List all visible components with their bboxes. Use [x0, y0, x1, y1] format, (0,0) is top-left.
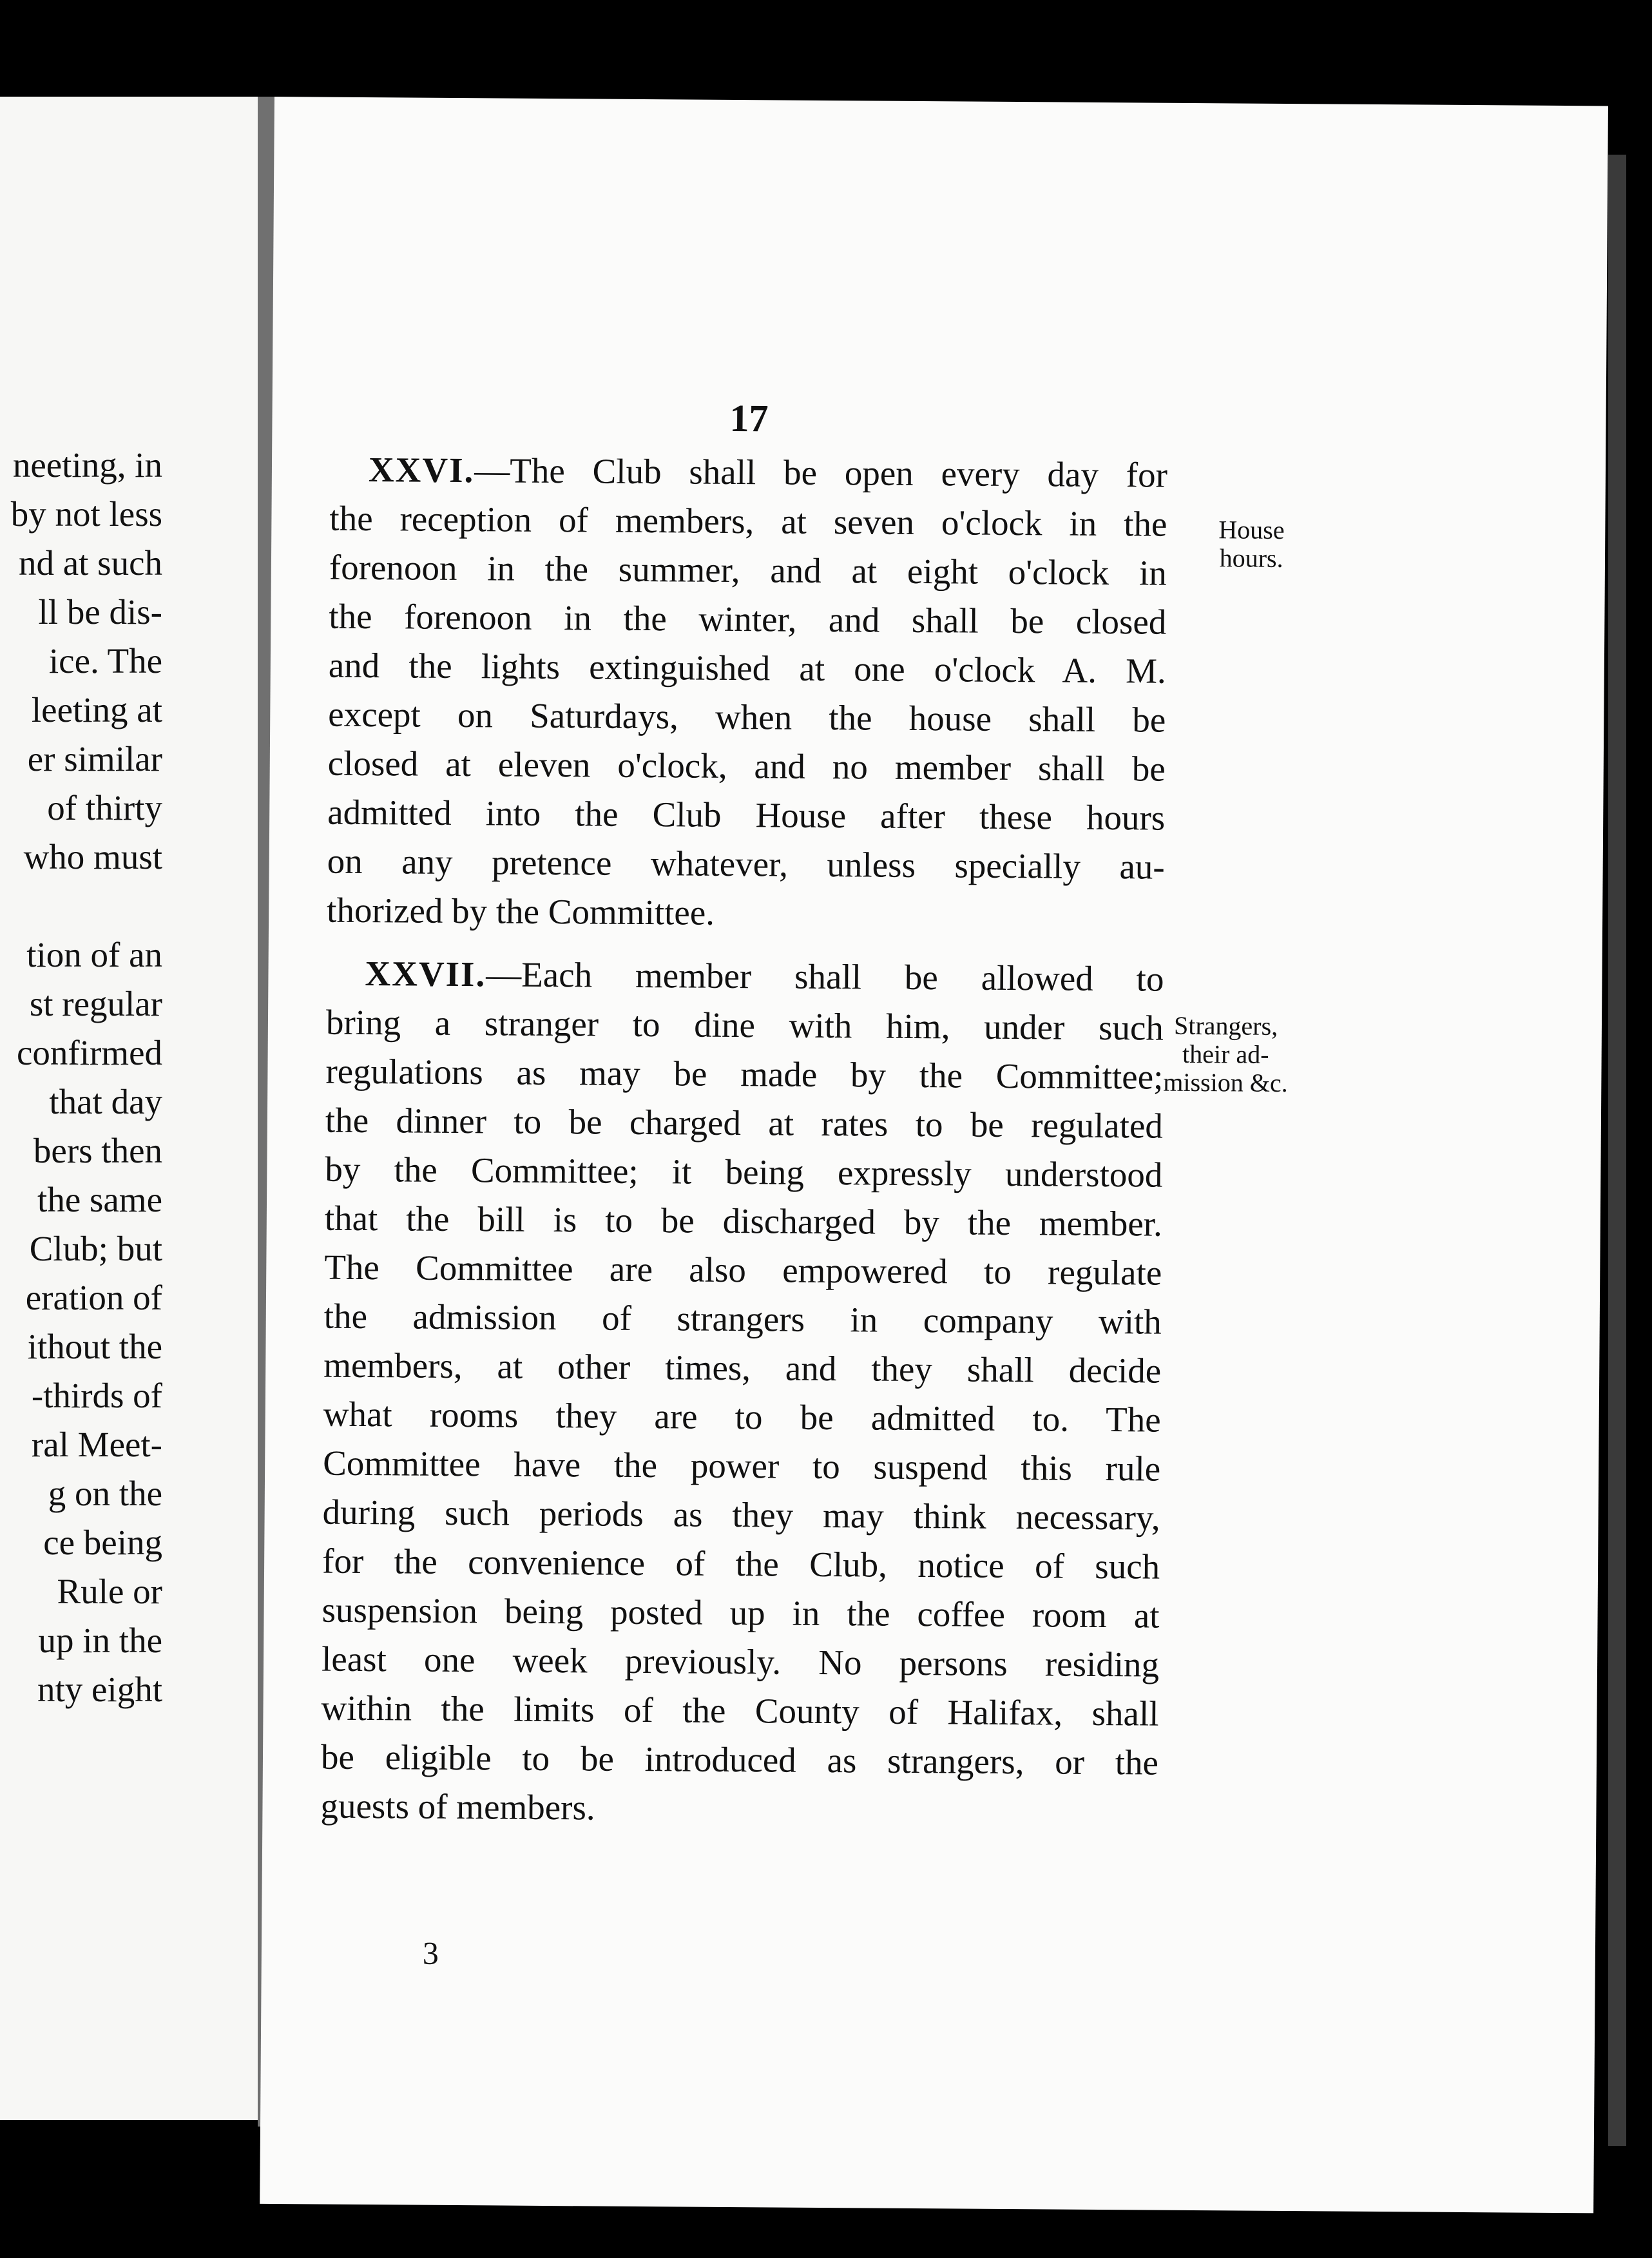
text-line: that the bill is to be discharged by the member.	[324, 1198, 1163, 1244]
text-line: guests of members.	[320, 1786, 595, 1828]
left-text-line: nd at such	[18, 543, 162, 583]
text-line: the reception of members, at seven o'clock in the	[329, 498, 1167, 544]
signature-mark: 3	[422, 1935, 439, 1971]
left-text-line: ice. The	[48, 641, 162, 680]
left-text-line: st regular	[29, 984, 162, 1023]
left-text-line: eration of	[25, 1278, 162, 1317]
text-line: the forenoon in the winter, and shall be closed	[329, 596, 1167, 642]
text-line: thorized by the Committee.	[326, 890, 715, 932]
left-text-line: Club; but	[29, 1229, 162, 1268]
left-text-line: by not less	[10, 494, 162, 534]
left-text-line: that day	[49, 1082, 162, 1121]
text-line: the admission of strangers in company with	[323, 1296, 1162, 1342]
left-text-line: neeting, in	[12, 445, 162, 485]
left-text-line: confirmed	[16, 1033, 162, 1072]
left-text-line: nty eight	[37, 1670, 162, 1709]
text-line: within the limits of the County of Halifax, shall	[321, 1688, 1159, 1733]
page-edge	[1608, 155, 1626, 2146]
rule-26-first-line: XXVI.—The Club shall be open every day for	[368, 450, 1168, 495]
text-line: and the lights extinguished at one o'clock A. M.	[328, 645, 1167, 691]
right-page	[260, 97, 1608, 2213]
text-line: least one week previously. No persons residing	[321, 1639, 1160, 1684]
text-line: the dinner to be charged at rates to be regulated	[325, 1100, 1164, 1146]
text-line: suspension being posted up in the coffee room at	[322, 1590, 1160, 1636]
left-text-line: ithout the	[27, 1327, 162, 1366]
left-text-line: ce being	[43, 1523, 162, 1562]
left-text-line: of thirty	[47, 788, 162, 827]
rule-27-number: XXVII.	[365, 954, 486, 994]
text-line: for the convenience of the Club, notice of such	[322, 1541, 1160, 1587]
left-text-line: who must	[23, 837, 162, 876]
text-line: bring a stranger to dine with him, under such	[325, 1002, 1164, 1048]
left-text-line: the same	[37, 1180, 162, 1219]
text-line: what rooms they are to be admitted to. The	[323, 1394, 1161, 1440]
left-text-line: Rule or	[57, 1572, 162, 1611]
left-text-line: tion of an	[26, 935, 162, 974]
rule-27	[320, 949, 1164, 1837]
text-line: on any pretence whatever, unless specially au-	[327, 841, 1165, 887]
text-line: regulations as may be made by the Committee;	[325, 1051, 1164, 1097]
text-line: except on Saturdays, when the house shall be	[328, 694, 1166, 740]
text-line: by the Committee; it being expressly understood	[325, 1149, 1163, 1195]
text-line: members, at other times, and they shall decide	[323, 1345, 1162, 1391]
text-line: during such periods as they may think necessary,	[322, 1492, 1160, 1538]
left-text-line: ral Meet-	[31, 1425, 162, 1464]
left-text-line: g on the	[48, 1474, 162, 1513]
margin-note-strangers: Strangers, their ad- mission &c.	[1163, 1010, 1288, 1098]
left-text-line: er similar	[27, 739, 162, 778]
text-line: be eligible to be introduced as strangers, or the	[320, 1737, 1159, 1782]
text-line: The Committee are also empowered to regulate	[324, 1247, 1162, 1293]
left-text-line: leeting at	[31, 690, 162, 729]
rule-26	[327, 445, 1167, 941]
left-text-line: up in the	[38, 1621, 162, 1660]
left-text-line: bers then	[33, 1131, 162, 1170]
rule-26-number: XXVI.	[368, 450, 475, 490]
rule-27-first-line: XXVII.—Each member shall be allowed to	[365, 954, 1164, 999]
rules-text	[320, 445, 1167, 1837]
text-line: admitted into the Club House after these hours	[327, 792, 1166, 838]
left-page	[0, 97, 258, 2120]
left-text-line: -thirds of	[31, 1376, 162, 1415]
page-number: 17	[729, 396, 769, 440]
text-line: Committee have the power to suspend this rule	[322, 1443, 1161, 1489]
text-line: closed at eleven o'clock, and no member shall be	[327, 743, 1166, 789]
left-text-line: ll be dis-	[38, 592, 162, 632]
text-line: forenoon in the summer, and at eight o'clock in	[329, 547, 1167, 593]
margin-note-house-hours: House hours.	[1218, 515, 1285, 573]
